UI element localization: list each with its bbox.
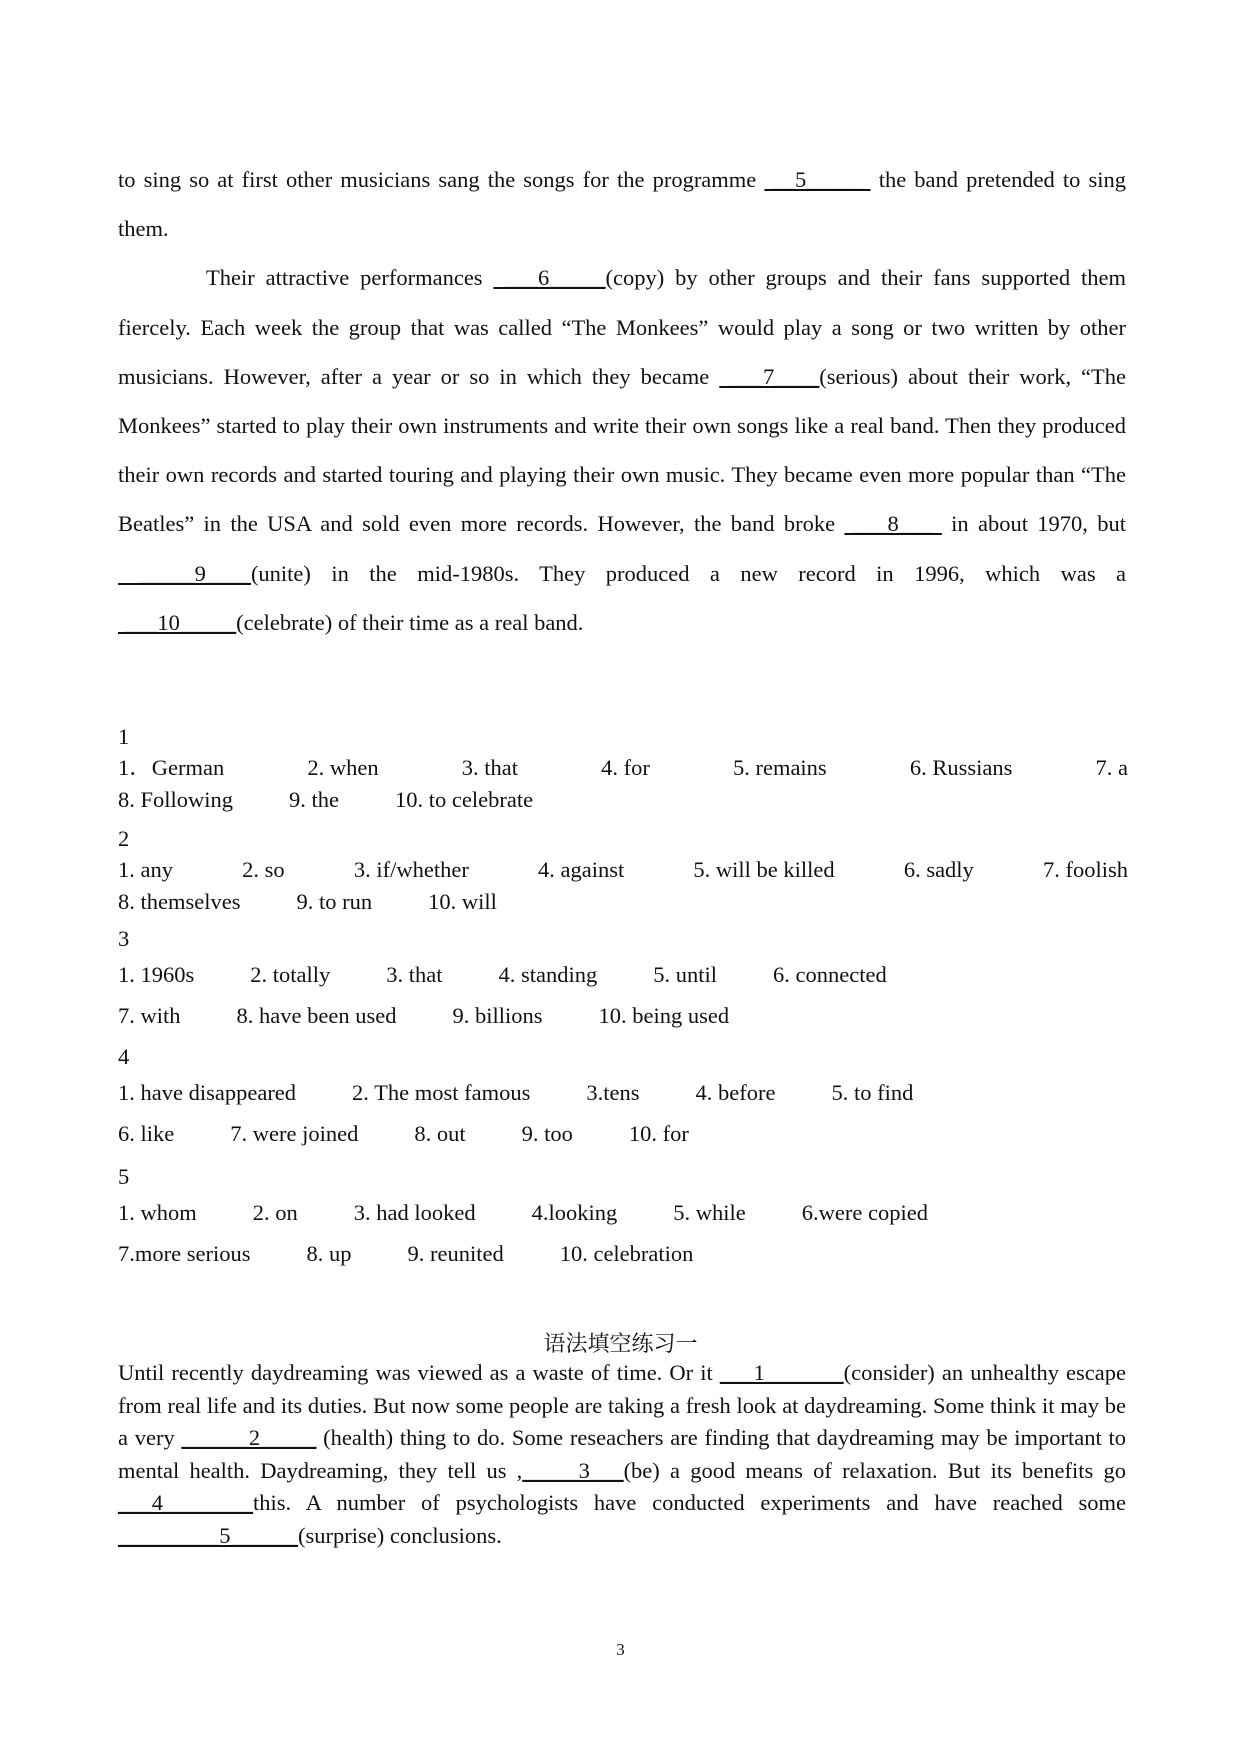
exercise-passage: [118, 1357, 1126, 1553]
answer-item: 8. have been used: [236, 1003, 397, 1028]
reading-passage: [118, 155, 1126, 647]
answer-item: 10. being used: [598, 1003, 730, 1028]
answer-key-section: [118, 824, 1128, 918]
answer-key-section: [118, 1042, 1128, 1154]
answer-item: 6. Russians: [909, 755, 1013, 780]
blank-6: ___6_____: [493, 265, 606, 291]
exercise-text: Until recently daydreaming was viewed as a waste of time. Or it: [118, 1360, 720, 1385]
answer-item: 2. totally: [250, 962, 331, 987]
exercise-title: 语法填空练习一: [543, 1332, 698, 1357]
answer-item: 1. 1960s: [118, 962, 195, 987]
answer-item: 7. with: [118, 1003, 181, 1028]
answer-item: 5. until: [653, 962, 718, 987]
answer-key-number: 5: [118, 1164, 130, 1189]
passage-text: in about 1970, but: [941, 511, 1126, 537]
answer-item: 1. have disappeared: [118, 1080, 297, 1105]
blank-9: _____9____: [118, 560, 251, 586]
answer-item: 10. to celebrate: [395, 787, 534, 812]
passage-paragraph-2: [118, 253, 1126, 647]
answer-item: 3. had looked: [353, 1200, 476, 1225]
answer-item: 4. against: [538, 857, 625, 882]
answer-item: 2. when: [307, 755, 379, 780]
passage-paragraph-1: [118, 155, 1126, 253]
answer-item: 8. Following: [118, 787, 234, 812]
answer-key-row: [118, 886, 1128, 918]
answer-item: 5. will be killed: [693, 857, 835, 882]
answer-key-number: 2: [118, 826, 130, 851]
answer-item: 9. too: [521, 1121, 573, 1146]
exercise-text: (consider) an unhealthy escape from real life and its duties. But now some people are taking a fresh look at daydreaming. Some think it may be a very: [118, 1360, 1127, 1451]
answer-item: 2. on: [252, 1200, 298, 1225]
answer-item: 4.looking: [531, 1200, 618, 1225]
answer-item: 6. connected: [773, 962, 887, 987]
answer-item: 3. if/whether: [353, 857, 469, 882]
answer-item: 5. to find: [831, 1080, 914, 1105]
answer-item: 3. that: [461, 755, 518, 780]
answer-key-row: [118, 1192, 1128, 1233]
exercise-text: (health) thing to do. Some reseachers are finding that daydreaming may be important to mental health. Daydreaming, they tell us ,: [118, 1425, 1126, 1483]
answer-item: 7. foolish: [1042, 857, 1128, 882]
answer-item: 8. themselves: [118, 889, 241, 914]
exercise-blank-1: ___1_______: [719, 1360, 844, 1385]
answer-item: 6. sadly: [903, 857, 974, 882]
passage-text: (serious) about their work, “The Monkees” started to play their own instruments and write their own songs like a real band. Then they produced their own records and started touring and playing their own music. They became even more popular than “The Beatles” in the USA and sold even more records. However, the band broke: [118, 363, 1127, 537]
answer-item: 5. remains: [732, 755, 827, 780]
exercise-blank-2: ______2_____: [181, 1425, 317, 1451]
exercise-blank-4: ___4________: [118, 1490, 253, 1516]
answer-item: 1．German: [118, 755, 225, 780]
answer-item: 7.more serious: [118, 1241, 251, 1266]
answer-item: 4. before: [695, 1080, 776, 1105]
answer-item: 8. up: [306, 1241, 352, 1266]
answer-key-number: 1: [118, 724, 130, 749]
page-number: 3: [616, 1640, 625, 1659]
answer-item: 2. so: [242, 857, 285, 882]
answer-key-row: [118, 854, 1128, 886]
answer-item: 10. will: [428, 889, 497, 914]
passage-text: the band pretended to sing them.: [118, 167, 1127, 242]
answer-key-row: [118, 784, 1128, 816]
exercise-paragraph: [118, 1357, 1126, 1553]
answer-keys: [118, 722, 1128, 1274]
answer-item: 2. The most famous: [352, 1080, 531, 1105]
exercise-text: (surprise) conclusions.: [298, 1522, 502, 1548]
answer-key-row: [118, 954, 1128, 995]
exercise-text: (be) a good means of relaxation. But its benefits go: [623, 1457, 1126, 1483]
answer-item: 4. standing: [498, 962, 598, 987]
answer-item: 5. while: [673, 1200, 746, 1225]
answer-key-section: [118, 722, 1128, 816]
answer-key-number: 4: [118, 1044, 130, 1069]
blank-7: ___7____: [719, 363, 820, 389]
passage-text: (unite) in the mid-1980s. They produced a new record in 1996, which was a: [250, 560, 1126, 586]
answer-key-row: [118, 1072, 1128, 1113]
passage-text: Their attractive performances: [206, 265, 494, 291]
answer-key-number: 3: [118, 926, 130, 951]
answer-key-row: [118, 752, 1128, 784]
blank-10: ___10_____: [118, 609, 237, 635]
answer-item: 8. out: [414, 1121, 466, 1146]
answer-key-row: [118, 1233, 1128, 1274]
answer-item: 3.tens: [586, 1080, 640, 1105]
answer-item: 3. that: [386, 962, 443, 987]
answer-item: 6.were copied: [801, 1200, 928, 1225]
passage-text: (celebrate) of their time as a real band.: [236, 609, 584, 635]
answer-item: 7. were joined: [230, 1121, 359, 1146]
answer-item: 9. reunited: [407, 1241, 504, 1266]
exercise-blank-5: _________5______: [118, 1522, 298, 1548]
passage-text: to sing so at first other musicians sang the songs for the programme: [118, 167, 765, 192]
answer-key-row: [118, 1113, 1128, 1154]
answer-item: 7. a: [1095, 755, 1128, 780]
answer-key-row: [118, 995, 1128, 1036]
answer-item: 6. like: [118, 1121, 175, 1146]
answer-item: 1. any: [118, 857, 173, 882]
answer-item: 9. billions: [452, 1003, 543, 1028]
answer-item: 1. whom: [118, 1200, 197, 1225]
answer-item: 10. for: [628, 1121, 689, 1146]
blank-5: __5_____: [764, 167, 871, 192]
exercise-blank-3: _____3___: [522, 1457, 624, 1483]
answer-item: 9. the: [289, 787, 340, 812]
exercise-text: this. A number of psychologists have conducted experiments and have reached some: [253, 1490, 1126, 1516]
answer-item: 9. to run: [296, 889, 373, 914]
answer-item: 10. celebration: [559, 1241, 694, 1266]
answer-key-section: [118, 1162, 1128, 1274]
passage-text: (copy) by other groups and their fans supported them fiercely. Each week the group that was called “The Monkees” would play a song or two written by other musicians. However, after a year or so in which they became: [118, 265, 1126, 389]
answer-item: 4. for: [601, 755, 650, 780]
blank-8: ___8___: [844, 511, 942, 537]
answer-key-section: [118, 924, 1128, 1036]
